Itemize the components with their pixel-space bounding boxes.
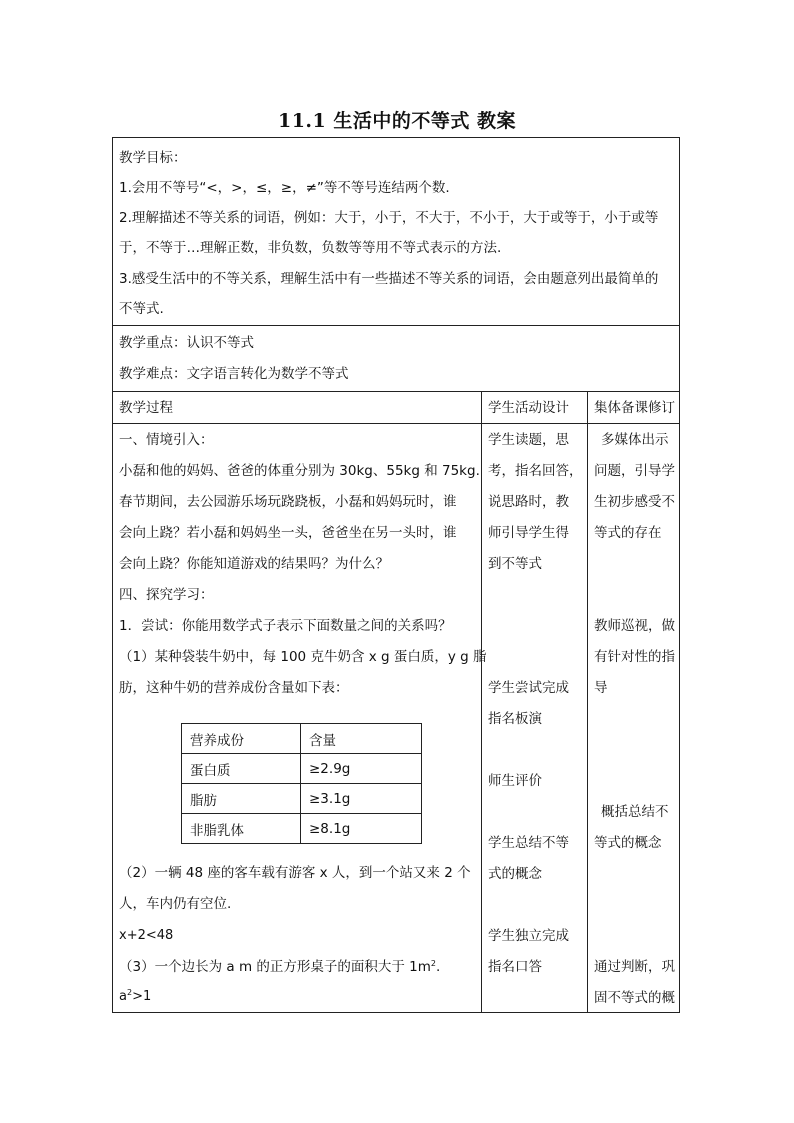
divider-key-points xyxy=(113,391,679,392)
teaching-difficulty: 教学难点：文字语言转化为数学不等式 xyxy=(119,366,349,382)
revision-note-line: 有针对性的指 xyxy=(594,649,675,665)
revision-note-line: 教师巡视，做 xyxy=(594,618,675,634)
intro-heading: 一、情境引入： xyxy=(119,432,214,448)
intro-line-4: 会向上跷？你能知道游戏的结果吗？为什么？ xyxy=(119,556,389,572)
nutrient-amount: ≥3.1g xyxy=(301,784,422,814)
intro-line-1: 小磊和他的妈妈、爸爸的体重分别为 30kg、55kg 和 75kg. xyxy=(119,463,480,479)
nutrition-table-row xyxy=(182,784,422,814)
nutrient-name: 脂肪 xyxy=(182,784,301,814)
question-1-line-1: （1）某种袋装牛奶中，每 100 克牛奶含 x g 蛋白质，y g 脂 xyxy=(119,649,487,665)
nutrient-name: 蛋白质 xyxy=(182,754,301,784)
revision-note-line: 生初步感受不 xyxy=(594,494,675,510)
student-activity-line: 到不等式 xyxy=(488,556,542,572)
nutrition-table-header xyxy=(182,724,422,754)
intro-line-2: 春节期间，去公园游乐场玩跷跷板，小磊和妈妈玩时，谁 xyxy=(119,494,457,510)
nutrient-amount: ≥2.9g xyxy=(301,754,422,784)
student-activity-line: 学生读题，思 xyxy=(488,432,569,448)
objective-line-2b: 于，不等于…理解正数，非负数，负数等等用不等式表示的方法. xyxy=(119,240,502,256)
objectives-heading: 教学目标： xyxy=(119,150,187,166)
question-3-end: . xyxy=(436,959,441,975)
objective-line-1: 1.会用不等号“<，>，≤，≥，≠”等不等号连结两个数. xyxy=(119,180,450,196)
question-3-exponent: 2 xyxy=(430,959,437,968)
nutrition-header-cell: 营养成份 xyxy=(182,724,301,754)
student-activity-line: 师引导学生得 xyxy=(488,525,569,541)
student-activity-line: 考，指名回答， xyxy=(488,463,583,479)
revision-note-line: 多媒体出示 xyxy=(601,432,669,448)
nutrient-name: 非脂乳体 xyxy=(182,814,301,844)
revision-note-line: 通过判断，巩 xyxy=(594,959,675,975)
question-3-text: （3）一个边长为 a m 的正方形桌子的面积大于 1m xyxy=(119,959,431,975)
question-2-answer: x+2<48 xyxy=(119,928,174,943)
column-header-process: 教学过程 xyxy=(119,400,173,416)
revision-note-line: 等式的概念 xyxy=(594,835,662,851)
revision-note-line: 概括总结不 xyxy=(601,804,669,820)
student-activity-line: 学生独立完成 xyxy=(488,928,569,944)
nutrient-amount: ≥8.1g xyxy=(301,814,422,844)
teaching-focus: 教学重点：认识不等式 xyxy=(119,335,254,351)
revision-note-line: 问题，引导学 xyxy=(594,463,675,479)
question-2-line-1: （2）一辆 48 座的客车载有游客 x 人，到一个站又来 2 个 xyxy=(119,865,471,881)
nutrition-table-row xyxy=(182,814,422,844)
student-activity-line: 说思路时，教 xyxy=(488,494,569,510)
student-activity-line: 指名板演 xyxy=(488,711,542,727)
objective-line-2a: 2.理解描述不等关系的词语，例如：大于，小于，不大于，不小于，大于或等于，小于或等 xyxy=(119,210,659,226)
revision-note-line: 固不等式的概 xyxy=(594,990,675,1006)
question-3-answer xyxy=(119,989,151,1005)
question-2-line-2: 人，车内仍有空位. xyxy=(119,896,232,912)
column-divider-2 xyxy=(587,391,588,1013)
revision-note-line: 等式的存在 xyxy=(594,525,662,541)
column-divider-1 xyxy=(481,391,482,1013)
nutrition-table xyxy=(181,723,422,844)
answer-base: a xyxy=(119,989,127,1004)
question-1-line-2: 肪，这种牛奶的营养成份含量如下表： xyxy=(119,680,349,696)
objective-line-3b: 不等式. xyxy=(119,301,164,317)
nutrition-header-cell: 含量 xyxy=(301,724,422,754)
student-activity-line: 指名口答 xyxy=(488,959,542,975)
revision-note-line: 导 xyxy=(594,680,608,696)
column-header-revision: 集体备课修订 xyxy=(594,400,675,416)
page-title: 11.1 生活中的不等式 教案 xyxy=(277,110,516,132)
column-header-student: 学生活动设计 xyxy=(488,400,569,416)
objective-line-3a: 3.感受生活中的不等关系，理解生活中有一些描述不等关系的词语，会由题意列出最简单的 xyxy=(119,271,659,287)
divider-objectives xyxy=(113,325,679,326)
nutrition-table-row xyxy=(182,754,422,784)
answer-rest: >1 xyxy=(132,989,152,1004)
student-activity-line: 学生尝试完成 xyxy=(488,680,569,696)
answer-exponent: 2 xyxy=(126,988,133,997)
student-activity-line: 式的概念 xyxy=(488,866,542,882)
question-3 xyxy=(119,959,440,975)
try-prompt: 1．尝试：你能用数学式子表示下面数量之间的关系吗？ xyxy=(119,618,452,634)
student-activity-line: 师生评价 xyxy=(488,773,542,789)
student-activity-line: 学生总结不等 xyxy=(488,835,569,851)
divider-column-headers xyxy=(113,423,679,424)
lesson-plan-table xyxy=(112,137,680,1013)
explore-heading: 四、探究学习： xyxy=(119,587,214,603)
intro-line-3: 会向上跷？若小磊和妈妈坐一头，爸爸坐在另一头时，谁 xyxy=(119,525,457,541)
